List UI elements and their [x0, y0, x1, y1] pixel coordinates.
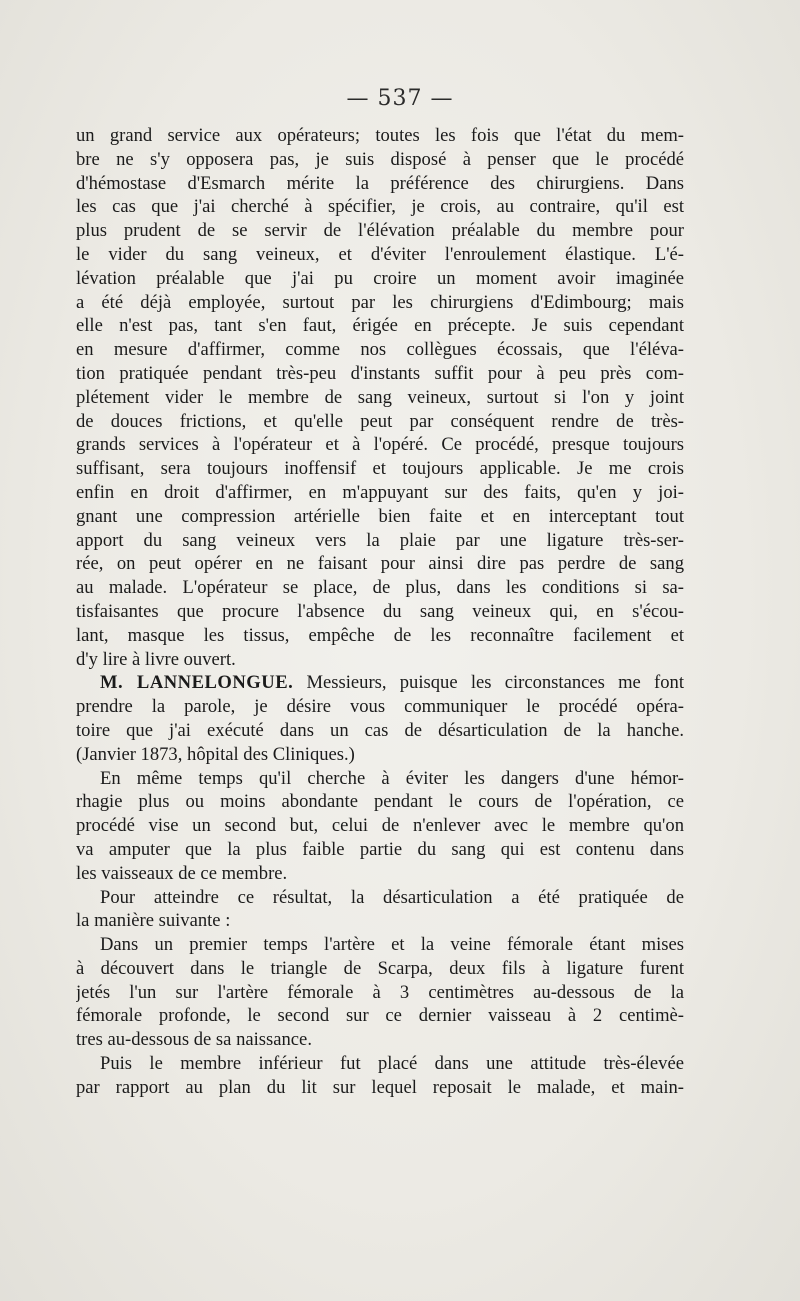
text-line: apport du sang veineux vers la plaie par une ligature très-ser- — [76, 529, 684, 551]
text-line: les cas que j'ai cherché à spécifier, je crois, au contraire, qu'il est — [76, 196, 684, 218]
text-line: lévation préalable que j'ai pu croire un moment avoir imaginée — [76, 267, 684, 289]
text-line: Dans un premier temps l'artère et la veine fémorale étant mises — [100, 934, 684, 956]
text-line: prendre la parole, je désire vous communiquer le procédé opéra- — [76, 696, 684, 718]
text-line: Pour atteindre ce résultat, la désarticulation a été pratiquée de — [100, 886, 684, 908]
text-line: tres au-dessous de sa naissance. — [76, 1029, 312, 1051]
body-text — [76, 124, 684, 1100]
text-line: a été déjà employée, surtout par les chirurgiens d'Edimbourg; mais — [76, 291, 684, 313]
text-line: au malade. L'opérateur se place, de plus, dans les conditions si sa- — [76, 577, 684, 599]
page-number: — 537 — — [346, 86, 454, 111]
text-line: lant, masque les tissus, empêche de les reconnaître facilement et — [76, 624, 684, 646]
text-line: enfin en droit d'affirmer, en m'appuyant sur des faits, qu'en y joi- — [76, 481, 684, 503]
paragraph — [76, 933, 684, 1052]
text-line: toire que j'ai exécuté dans un cas de désarticulation de la hanche. — [76, 719, 684, 741]
text-line: de douces frictions, et qu'elle peut par conséquent rendre de très- — [76, 410, 684, 432]
text-line: jetés l'un sur l'artère fémorale à 3 centimètres au-dessous de la — [76, 981, 684, 1003]
text-line: à découvert dans le triangle de Scarpa, deux fils à ligature furent — [76, 957, 684, 979]
text-line: procédé vise un second but, celui de n'enlever avec le membre qu'on — [76, 815, 684, 837]
speaker-name: M. LANNELONGUE. — [100, 672, 294, 694]
text-line: un grand service aux opérateurs; toutes les fois que l'état du mem- — [76, 125, 684, 146]
text-line: rée, on peut opérer en ne faisant pour ainsi dire pas perdre de sang — [76, 553, 684, 575]
text-line: En même temps qu'il cherche à éviter les dangers d'une hémor- — [100, 767, 684, 789]
text-line: en mesure d'affirmer, comme nos collègues écossais, que l'éléva- — [76, 339, 684, 361]
text-line: suffisant, sera toujours inoffensif et toujours applicable. Je me crois — [76, 458, 684, 480]
text-line: tisfaisantes que procure l'absence du sang veineux qui, en s'écou- — [76, 600, 684, 622]
text-line: tion pratiquée pendant très-peu d'instants suffit pour à peu près com- — [76, 362, 684, 384]
text-line: la manière suivante : — [76, 910, 231, 932]
text-line: d'y lire à livre ouvert. — [76, 648, 236, 670]
text-line: elle n'est pas, tant s'en faut, érigée en précepte. Je suis cependant — [76, 315, 684, 337]
text-line: grands services à l'opérateur et à l'opéré. Ce procédé, presque toujours — [76, 434, 684, 456]
paragraph — [76, 1052, 684, 1100]
text-line — [76, 671, 684, 695]
text-line: va amputer que la plus faible partie du sang qui est contenu dans — [76, 838, 684, 860]
text-line: fémorale profonde, le second sur ce dernier vaisseau à 2 centimè- — [76, 1005, 684, 1027]
text-line: les vaisseaux de ce membre. — [76, 862, 288, 884]
text-line: Puis le membre inférieur fut placé dans une attitude très-élevée — [100, 1053, 684, 1075]
text-line: par rapport au plan du lit sur lequel reposait le malade, et main- — [76, 1076, 684, 1098]
text-line: le vider du sang veineux, et d'éviter l'enroulement élastique. L'é- — [76, 243, 684, 265]
text-line: (Janvier 1873, hôpital des Cliniques.) — [76, 743, 355, 765]
paragraph — [76, 886, 684, 934]
paragraph — [76, 767, 684, 886]
text-line: d'hémostase d'Esmarch mérite la préférence des chirurgiens. Dans — [76, 172, 684, 194]
text-line: plétement vider le membre de sang veineux, surtout si l'on y joint — [76, 386, 684, 408]
text-line: plus prudent de se servir de l'élévation préalable du membre pour — [76, 220, 684, 242]
paragraph — [76, 671, 684, 766]
text-line: gnant une compression artérielle bien faite et en interceptant tout — [76, 505, 684, 527]
paragraph — [76, 124, 684, 671]
text-line: bre ne s'y opposera pas, je suis disposé à penser que le procédé — [76, 148, 684, 170]
text-line: rhagie plus ou moins abondante pendant le cours de l'opération, ce — [76, 791, 684, 813]
text-span: Messieurs, puisque les circonstances me font — [306, 672, 684, 694]
